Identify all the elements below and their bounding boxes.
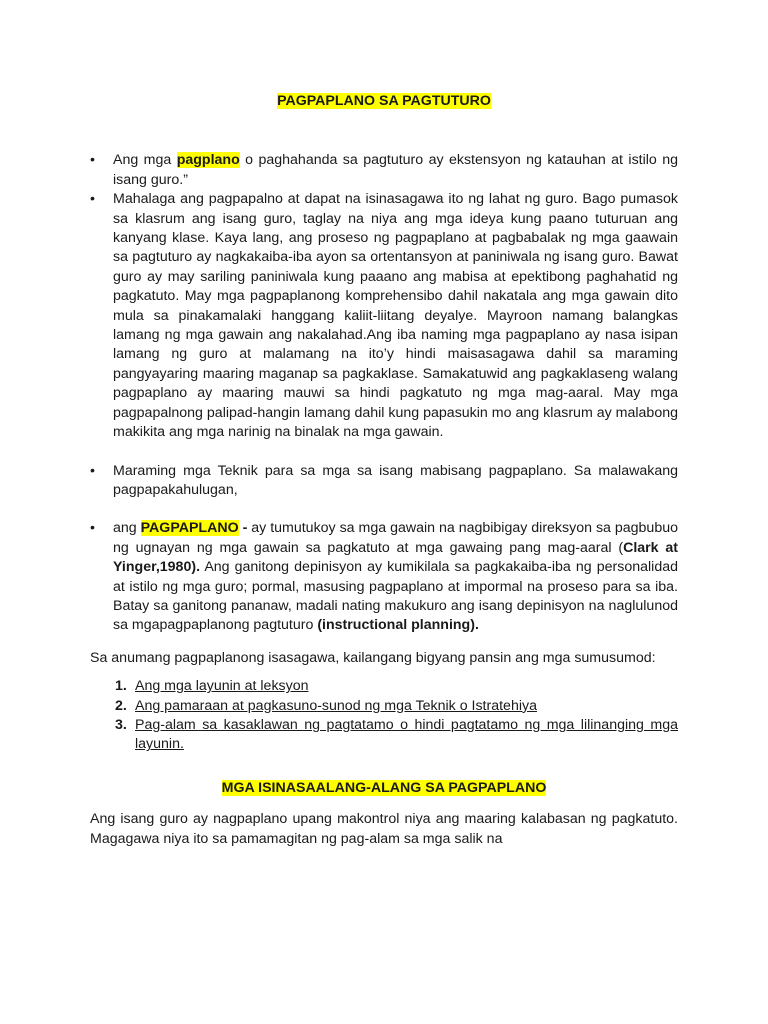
- list-item: [115, 716, 678, 755]
- section-heading-block: [90, 779, 678, 798]
- bullet-item-3: [90, 462, 678, 501]
- instructional-planning-term: (instructional planning).: [317, 617, 479, 634]
- page-title: PAGPAPLANO SA PAGTUTURO: [277, 93, 491, 109]
- bullet2-text: Mahalaga ang pagpapalno at dapat na isinasagawa ito ng lahat ng guro. Bago pumasok sa klasrum ang isang guro, taglay na niya ang mga ideya kung paano tuturuan ang kanyang klase. Kaya lang, ang proseso ng pagpaplano at pagbabalak ng mga gaawain sa pagtuturo ay nagkakaiba-iba ayon sa ortentansyon at paniniwala ng isang guro. Bawat guro ay may sariling paniniwala kung paaano ang mabisa at epektibong paghahatid ng pagkatuto. May mga pagpaplanong komprehensibo dahil nakatala ang mga gawain dito mula sa pinakamalaki hanggang kaliit-liitang deyalye. Mayroon namang balangkas lamang ng mga gawain ang nakalahad.Ang iba naming mga pagpaplano ay nasa isipan lamang ng guro at malamang na ito’y hindi maisasagawa dahil sa maraming pangyayaring maaring maganap sa pagkaklase. Samakatuwid ang pagkaklaseng walang pagpaplano ay maaring mauwi sa hindi pagkatuto ng mga mag-aaral. May mga pagpapalnong palipad-hangin lamang dahil kung papasukin mo ang klasrum ay malabong makikita ang mga narinig na binalak na mga gawain.: [113, 191, 678, 441]
- bullet4-pre: ang: [113, 520, 141, 537]
- list-number: 1.: [115, 678, 127, 695]
- title-block: [90, 92, 678, 111]
- highlight-pagplano: pagplano: [176, 152, 240, 169]
- bullet-icon: •: [90, 462, 95, 479]
- bullet-icon: •: [90, 152, 95, 169]
- bullet-icon: •: [90, 191, 95, 208]
- bullet4-dash: -: [238, 520, 252, 537]
- bullet-icon: •: [90, 520, 95, 537]
- section-heading: MGA ISINASAALANG-ALANG SA PAGPAPLANO: [221, 779, 547, 796]
- bullet3-text: Maraming mga Teknik para sa mga sa isang mabisang pagpaplano. Sa malawakang pagpapakahulugan,: [113, 462, 678, 498]
- list-text: Ang pamaraan at pagkasuno-sunod ng mga Teknik o Istratehiya: [135, 697, 537, 714]
- bullet-list: [90, 151, 678, 635]
- bullet4-text1: ay tumutukoy sa mga gawain na nagbibigay direksyon sa pagbubuo ng ugnayan ng mga gawain sa pagkatuto at mga gawaing pang mag-aaral (: [113, 520, 678, 556]
- list-number: 3.: [115, 716, 127, 733]
- bullet1-pre: Ang mga: [113, 152, 177, 169]
- bullet-item-1: [90, 151, 678, 190]
- highlight-pagpaplano: PAGPAPLANO: [140, 520, 239, 537]
- paragraph-closing: Ang isang guro ay nagpaplano upang makontrol niya ang maaring kalabasan ng pagkatuto. Magagawa niya ito sa pamamagitan ng pag-alam sa mga salik na: [90, 811, 678, 847]
- list-item: [115, 677, 678, 696]
- paragraph-intro: Sa anumang pagpaplanong isasagawa, kailangang bigyang pansin ang mga sumusumod:: [90, 649, 656, 666]
- list-item: [115, 697, 678, 716]
- bullet4-text2: Ang ganitong depinisyon ay kumikilala sa pagkakaiba-iba ng personalidad at istilo ng mga guro; pormal, masusing pagpaplano at impormal na proseso para sa iba. Batay sa ganitong pananaw, madali nating makukuro ang isang depinisyon na naglulunod sa mgapagpaplanong pagtuturo: [113, 559, 678, 634]
- bullet-item-2: [90, 190, 678, 442]
- bullet1-post: o paghahanda sa pagtuturo ay ekstensyon ng katauhan at istilo ng isang guro.”: [113, 152, 678, 188]
- bullet-item-4: [90, 519, 678, 635]
- list-text: Pag-alam sa kasaklawan ng pagtatamo o hindi pagtatamo ng mga lilinanging mga layunin.: [135, 716, 678, 753]
- list-text: Ang mga layunin at leksyon: [135, 678, 309, 695]
- numbered-list: [90, 677, 678, 755]
- citation: Clark at Yinger,1980).: [113, 539, 678, 576]
- list-number: 2.: [115, 697, 127, 714]
